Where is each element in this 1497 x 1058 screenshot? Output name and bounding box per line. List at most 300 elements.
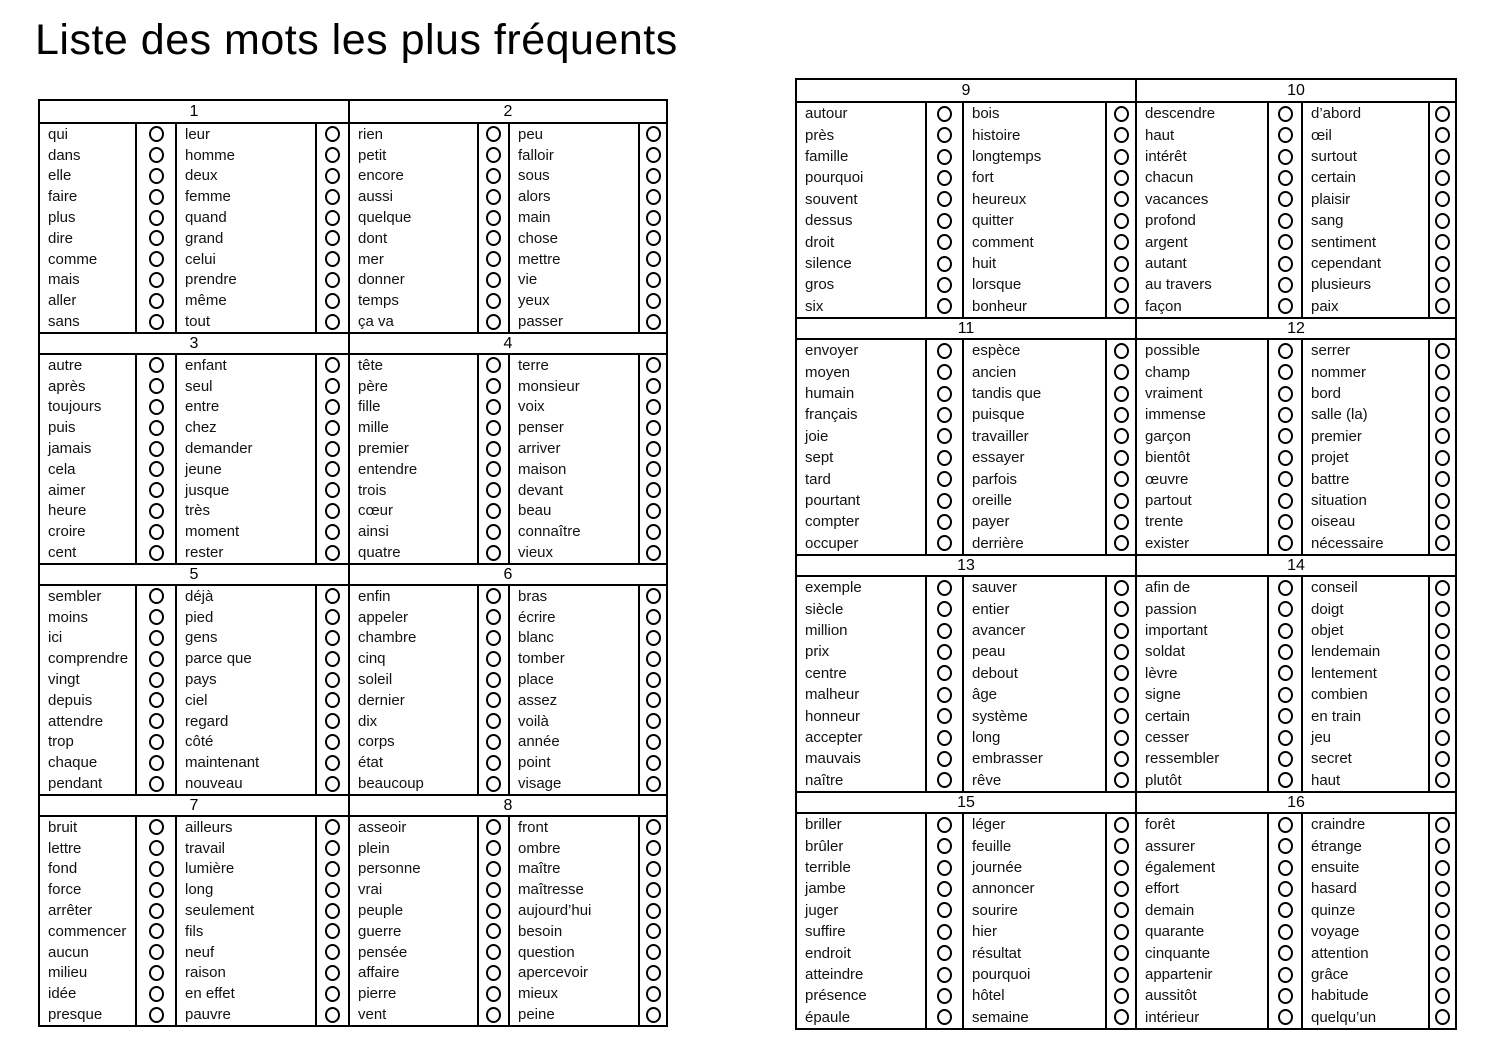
answer-circle[interactable] (325, 1007, 340, 1023)
answer-circle[interactable] (646, 609, 661, 625)
answer-circle[interactable] (1278, 535, 1293, 551)
answer-circle[interactable] (937, 428, 952, 444)
answer-circle[interactable] (486, 609, 501, 625)
answer-circle[interactable] (325, 461, 340, 477)
answer-circle[interactable] (1114, 213, 1129, 229)
answer-circle[interactable] (646, 734, 661, 750)
answer-circle[interactable] (325, 420, 340, 436)
answer-circle[interactable] (1114, 772, 1129, 788)
answer-circle[interactable] (325, 734, 340, 750)
answer-circle[interactable] (486, 189, 501, 205)
answer-circle[interactable] (325, 524, 340, 540)
answer-circle[interactable] (149, 482, 164, 498)
answer-circle[interactable] (1114, 730, 1129, 746)
answer-circle[interactable] (1278, 493, 1293, 509)
answer-circle[interactable] (486, 147, 501, 163)
answer-circle[interactable] (1114, 644, 1129, 660)
answer-circle[interactable] (149, 503, 164, 519)
answer-circle[interactable] (1435, 493, 1450, 509)
answer-circle[interactable] (1278, 170, 1293, 186)
answer-circle[interactable] (149, 1007, 164, 1023)
answer-circle[interactable] (486, 524, 501, 540)
answer-circle[interactable] (1435, 881, 1450, 897)
answer-circle[interactable] (325, 378, 340, 394)
answer-circle[interactable] (149, 251, 164, 267)
answer-circle[interactable] (149, 210, 164, 226)
answer-circle[interactable] (646, 630, 661, 646)
answer-circle[interactable] (149, 944, 164, 960)
answer-circle[interactable] (646, 230, 661, 246)
answer-circle[interactable] (1435, 967, 1450, 983)
answer-circle[interactable] (1278, 967, 1293, 983)
answer-circle[interactable] (1278, 191, 1293, 207)
answer-circle[interactable] (1278, 277, 1293, 293)
answer-circle[interactable] (325, 672, 340, 688)
answer-circle[interactable] (486, 293, 501, 309)
answer-circle[interactable] (646, 965, 661, 981)
answer-circle[interactable] (325, 482, 340, 498)
answer-circle[interactable] (1435, 256, 1450, 272)
answer-circle[interactable] (937, 945, 952, 961)
answer-circle[interactable] (1114, 881, 1129, 897)
answer-circle[interactable] (486, 861, 501, 877)
answer-circle[interactable] (325, 630, 340, 646)
answer-circle[interactable] (486, 168, 501, 184)
answer-circle[interactable] (1114, 407, 1129, 423)
answer-circle[interactable] (325, 609, 340, 625)
answer-circle[interactable] (486, 923, 501, 939)
answer-circle[interactable] (325, 692, 340, 708)
answer-circle[interactable] (1114, 535, 1129, 551)
answer-circle[interactable] (1435, 191, 1450, 207)
answer-circle[interactable] (486, 251, 501, 267)
answer-circle[interactable] (1278, 665, 1293, 681)
answer-circle[interactable] (1114, 170, 1129, 186)
answer-circle[interactable] (325, 314, 340, 330)
answer-circle[interactable] (937, 277, 952, 293)
answer-circle[interactable] (1435, 535, 1450, 551)
answer-circle[interactable] (937, 191, 952, 207)
answer-circle[interactable] (646, 545, 661, 561)
answer-circle[interactable] (486, 272, 501, 288)
answer-circle[interactable] (149, 545, 164, 561)
answer-circle[interactable] (486, 461, 501, 477)
answer-circle[interactable] (325, 230, 340, 246)
answer-circle[interactable] (1435, 364, 1450, 380)
answer-circle[interactable] (325, 168, 340, 184)
answer-circle[interactable] (646, 588, 661, 604)
answer-circle[interactable] (646, 272, 661, 288)
answer-circle[interactable] (1278, 364, 1293, 380)
answer-circle[interactable] (1435, 298, 1450, 314)
answer-circle[interactable] (486, 840, 501, 856)
answer-circle[interactable] (486, 692, 501, 708)
answer-circle[interactable] (1435, 343, 1450, 359)
answer-circle[interactable] (1114, 106, 1129, 122)
answer-circle[interactable] (149, 734, 164, 750)
answer-circle[interactable] (486, 819, 501, 835)
answer-circle[interactable] (149, 692, 164, 708)
answer-circle[interactable] (646, 713, 661, 729)
answer-circle[interactable] (1278, 601, 1293, 617)
answer-circle[interactable] (325, 272, 340, 288)
answer-circle[interactable] (646, 651, 661, 667)
answer-circle[interactable] (486, 420, 501, 436)
answer-circle[interactable] (1435, 1009, 1450, 1025)
answer-circle[interactable] (149, 441, 164, 457)
answer-circle[interactable] (1278, 623, 1293, 639)
answer-circle[interactable] (646, 524, 661, 540)
answer-circle[interactable] (325, 755, 340, 771)
answer-circle[interactable] (486, 210, 501, 226)
answer-circle[interactable] (1114, 687, 1129, 703)
answer-circle[interactable] (1278, 730, 1293, 746)
answer-circle[interactable] (486, 944, 501, 960)
answer-circle[interactable] (1114, 860, 1129, 876)
answer-circle[interactable] (937, 514, 952, 530)
answer-circle[interactable] (937, 860, 952, 876)
answer-circle[interactable] (486, 630, 501, 646)
answer-circle[interactable] (1114, 708, 1129, 724)
answer-circle[interactable] (149, 147, 164, 163)
answer-circle[interactable] (646, 840, 661, 856)
answer-circle[interactable] (646, 903, 661, 919)
answer-circle[interactable] (1435, 127, 1450, 143)
answer-circle[interactable] (1114, 580, 1129, 596)
answer-circle[interactable] (646, 1007, 661, 1023)
answer-circle[interactable] (1278, 945, 1293, 961)
answer-circle[interactable] (1278, 213, 1293, 229)
answer-circle[interactable] (1114, 924, 1129, 940)
answer-circle[interactable] (149, 609, 164, 625)
answer-circle[interactable] (1435, 772, 1450, 788)
answer-circle[interactable] (1435, 924, 1450, 940)
answer-circle[interactable] (937, 170, 952, 186)
answer-circle[interactable] (646, 314, 661, 330)
answer-circle[interactable] (149, 986, 164, 1002)
answer-circle[interactable] (149, 819, 164, 835)
answer-circle[interactable] (1278, 428, 1293, 444)
answer-circle[interactable] (325, 503, 340, 519)
answer-circle[interactable] (1278, 386, 1293, 402)
answer-circle[interactable] (1278, 902, 1293, 918)
answer-circle[interactable] (486, 545, 501, 561)
answer-circle[interactable] (937, 127, 952, 143)
answer-circle[interactable] (1114, 514, 1129, 530)
answer-circle[interactable] (325, 189, 340, 205)
answer-circle[interactable] (646, 293, 661, 309)
answer-circle[interactable] (937, 535, 952, 551)
answer-circle[interactable] (646, 882, 661, 898)
answer-circle[interactable] (325, 776, 340, 792)
answer-circle[interactable] (1435, 428, 1450, 444)
answer-circle[interactable] (149, 651, 164, 667)
answer-circle[interactable] (1114, 493, 1129, 509)
answer-circle[interactable] (937, 623, 952, 639)
answer-circle[interactable] (149, 524, 164, 540)
answer-circle[interactable] (486, 126, 501, 142)
answer-circle[interactable] (325, 840, 340, 856)
answer-circle[interactable] (1114, 149, 1129, 165)
answer-circle[interactable] (325, 357, 340, 373)
answer-circle[interactable] (1278, 149, 1293, 165)
answer-circle[interactable] (149, 903, 164, 919)
answer-circle[interactable] (646, 944, 661, 960)
answer-circle[interactable] (646, 189, 661, 205)
answer-circle[interactable] (1114, 428, 1129, 444)
answer-circle[interactable] (149, 357, 164, 373)
answer-circle[interactable] (486, 1007, 501, 1023)
answer-circle[interactable] (325, 251, 340, 267)
answer-circle[interactable] (486, 734, 501, 750)
answer-circle[interactable] (149, 588, 164, 604)
answer-circle[interactable] (646, 692, 661, 708)
answer-circle[interactable] (325, 545, 340, 561)
answer-circle[interactable] (486, 503, 501, 519)
answer-circle[interactable] (1114, 967, 1129, 983)
answer-circle[interactable] (1435, 170, 1450, 186)
answer-circle[interactable] (646, 420, 661, 436)
answer-circle[interactable] (646, 819, 661, 835)
answer-circle[interactable] (937, 817, 952, 833)
answer-circle[interactable] (149, 630, 164, 646)
answer-circle[interactable] (646, 923, 661, 939)
answer-circle[interactable] (1114, 450, 1129, 466)
answer-circle[interactable] (325, 965, 340, 981)
answer-circle[interactable] (646, 776, 661, 792)
answer-circle[interactable] (1114, 751, 1129, 767)
answer-circle[interactable] (486, 882, 501, 898)
answer-circle[interactable] (149, 882, 164, 898)
answer-circle[interactable] (1114, 343, 1129, 359)
answer-circle[interactable] (1435, 730, 1450, 746)
answer-circle[interactable] (486, 357, 501, 373)
answer-circle[interactable] (937, 1009, 952, 1025)
answer-circle[interactable] (149, 189, 164, 205)
answer-circle[interactable] (937, 644, 952, 660)
answer-circle[interactable] (149, 399, 164, 415)
answer-circle[interactable] (325, 588, 340, 604)
answer-circle[interactable] (937, 407, 952, 423)
answer-circle[interactable] (1278, 751, 1293, 767)
answer-circle[interactable] (1278, 838, 1293, 854)
answer-circle[interactable] (325, 399, 340, 415)
answer-circle[interactable] (1435, 450, 1450, 466)
answer-circle[interactable] (1435, 687, 1450, 703)
answer-circle[interactable] (646, 168, 661, 184)
answer-circle[interactable] (646, 461, 661, 477)
answer-circle[interactable] (937, 493, 952, 509)
answer-circle[interactable] (1278, 234, 1293, 250)
answer-circle[interactable] (325, 126, 340, 142)
answer-circle[interactable] (1435, 407, 1450, 423)
answer-circle[interactable] (937, 149, 952, 165)
answer-circle[interactable] (1435, 149, 1450, 165)
answer-circle[interactable] (937, 343, 952, 359)
answer-circle[interactable] (646, 126, 661, 142)
answer-circle[interactable] (937, 256, 952, 272)
answer-circle[interactable] (1278, 407, 1293, 423)
answer-circle[interactable] (646, 357, 661, 373)
answer-circle[interactable] (646, 672, 661, 688)
answer-circle[interactable] (486, 672, 501, 688)
answer-circle[interactable] (325, 441, 340, 457)
answer-circle[interactable] (486, 314, 501, 330)
answer-circle[interactable] (937, 881, 952, 897)
answer-circle[interactable] (937, 967, 952, 983)
answer-circle[interactable] (1435, 751, 1450, 767)
answer-circle[interactable] (937, 838, 952, 854)
answer-circle[interactable] (646, 861, 661, 877)
answer-circle[interactable] (937, 665, 952, 681)
answer-circle[interactable] (325, 651, 340, 667)
answer-circle[interactable] (1435, 580, 1450, 596)
answer-circle[interactable] (486, 230, 501, 246)
answer-circle[interactable] (1278, 127, 1293, 143)
answer-circle[interactable] (1435, 386, 1450, 402)
answer-circle[interactable] (149, 755, 164, 771)
answer-circle[interactable] (646, 251, 661, 267)
answer-circle[interactable] (1435, 213, 1450, 229)
answer-circle[interactable] (149, 378, 164, 394)
answer-circle[interactable] (1278, 644, 1293, 660)
answer-circle[interactable] (325, 293, 340, 309)
answer-circle[interactable] (937, 988, 952, 1004)
answer-circle[interactable] (1435, 902, 1450, 918)
answer-circle[interactable] (937, 687, 952, 703)
answer-circle[interactable] (325, 210, 340, 226)
answer-circle[interactable] (149, 840, 164, 856)
answer-circle[interactable] (937, 751, 952, 767)
answer-circle[interactable] (1435, 988, 1450, 1004)
answer-circle[interactable] (1114, 623, 1129, 639)
answer-circle[interactable] (1114, 277, 1129, 293)
answer-circle[interactable] (1114, 191, 1129, 207)
answer-circle[interactable] (1278, 106, 1293, 122)
answer-circle[interactable] (1114, 838, 1129, 854)
answer-circle[interactable] (1114, 471, 1129, 487)
answer-circle[interactable] (486, 482, 501, 498)
answer-circle[interactable] (937, 364, 952, 380)
answer-circle[interactable] (937, 234, 952, 250)
answer-circle[interactable] (1114, 988, 1129, 1004)
answer-circle[interactable] (149, 923, 164, 939)
answer-circle[interactable] (149, 126, 164, 142)
answer-circle[interactable] (1278, 817, 1293, 833)
answer-circle[interactable] (937, 298, 952, 314)
answer-circle[interactable] (149, 461, 164, 477)
answer-circle[interactable] (1278, 772, 1293, 788)
answer-circle[interactable] (1435, 860, 1450, 876)
answer-circle[interactable] (325, 986, 340, 1002)
answer-circle[interactable] (1278, 988, 1293, 1004)
answer-circle[interactable] (486, 986, 501, 1002)
answer-circle[interactable] (325, 147, 340, 163)
answer-circle[interactable] (937, 450, 952, 466)
answer-circle[interactable] (149, 672, 164, 688)
answer-circle[interactable] (646, 441, 661, 457)
answer-circle[interactable] (1114, 298, 1129, 314)
answer-circle[interactable] (646, 986, 661, 1002)
answer-circle[interactable] (486, 965, 501, 981)
answer-circle[interactable] (1435, 838, 1450, 854)
answer-circle[interactable] (486, 441, 501, 457)
answer-circle[interactable] (1278, 471, 1293, 487)
answer-circle[interactable] (149, 168, 164, 184)
answer-circle[interactable] (937, 106, 952, 122)
answer-circle[interactable] (1435, 234, 1450, 250)
answer-circle[interactable] (325, 861, 340, 877)
answer-circle[interactable] (486, 776, 501, 792)
answer-circle[interactable] (1114, 386, 1129, 402)
answer-circle[interactable] (937, 471, 952, 487)
answer-circle[interactable] (646, 503, 661, 519)
answer-circle[interactable] (1435, 277, 1450, 293)
answer-circle[interactable] (1114, 256, 1129, 272)
answer-circle[interactable] (1278, 924, 1293, 940)
answer-circle[interactable] (1114, 364, 1129, 380)
answer-circle[interactable] (1114, 234, 1129, 250)
answer-circle[interactable] (1435, 623, 1450, 639)
answer-circle[interactable] (325, 819, 340, 835)
answer-circle[interactable] (937, 213, 952, 229)
answer-circle[interactable] (149, 420, 164, 436)
answer-circle[interactable] (646, 378, 661, 394)
answer-circle[interactable] (1278, 580, 1293, 596)
answer-circle[interactable] (937, 772, 952, 788)
answer-circle[interactable] (646, 399, 661, 415)
answer-circle[interactable] (646, 755, 661, 771)
answer-circle[interactable] (1114, 601, 1129, 617)
answer-circle[interactable] (1435, 945, 1450, 961)
answer-circle[interactable] (149, 861, 164, 877)
answer-circle[interactable] (1278, 343, 1293, 359)
answer-circle[interactable] (325, 713, 340, 729)
answer-circle[interactable] (1278, 514, 1293, 530)
answer-circle[interactable] (646, 210, 661, 226)
answer-circle[interactable] (1435, 644, 1450, 660)
answer-circle[interactable] (325, 882, 340, 898)
answer-circle[interactable] (1114, 902, 1129, 918)
answer-circle[interactable] (325, 944, 340, 960)
answer-circle[interactable] (1278, 298, 1293, 314)
answer-circle[interactable] (325, 903, 340, 919)
answer-circle[interactable] (1278, 708, 1293, 724)
answer-circle[interactable] (1114, 665, 1129, 681)
answer-circle[interactable] (149, 293, 164, 309)
answer-circle[interactable] (149, 230, 164, 246)
answer-circle[interactable] (1435, 514, 1450, 530)
answer-circle[interactable] (486, 713, 501, 729)
answer-circle[interactable] (1278, 881, 1293, 897)
answer-circle[interactable] (149, 713, 164, 729)
answer-circle[interactable] (486, 399, 501, 415)
answer-circle[interactable] (486, 755, 501, 771)
answer-circle[interactable] (646, 482, 661, 498)
answer-circle[interactable] (1435, 601, 1450, 617)
answer-circle[interactable] (1435, 708, 1450, 724)
answer-circle[interactable] (937, 580, 952, 596)
answer-circle[interactable] (1114, 1009, 1129, 1025)
answer-circle[interactable] (937, 902, 952, 918)
answer-circle[interactable] (937, 386, 952, 402)
answer-circle[interactable] (486, 903, 501, 919)
answer-circle[interactable] (149, 965, 164, 981)
answer-circle[interactable] (937, 708, 952, 724)
answer-circle[interactable] (1435, 471, 1450, 487)
answer-circle[interactable] (1278, 687, 1293, 703)
answer-circle[interactable] (486, 588, 501, 604)
